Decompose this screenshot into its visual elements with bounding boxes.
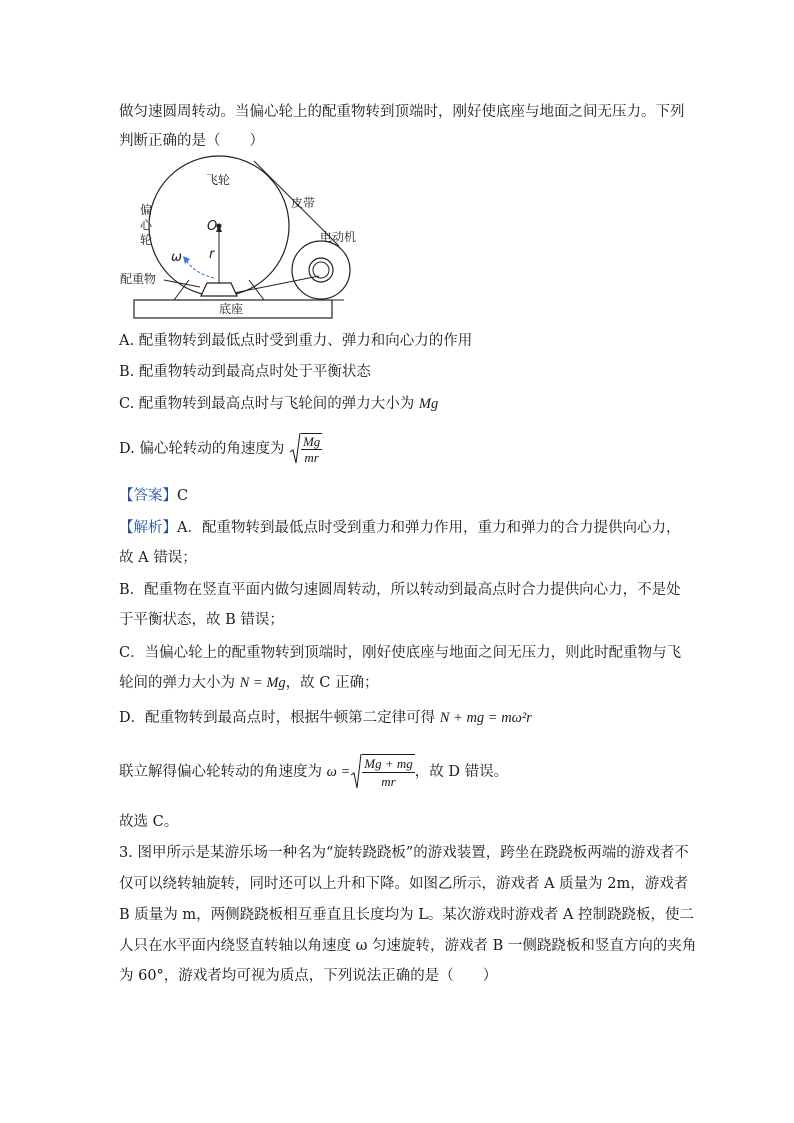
label-base: 底座 — [219, 302, 244, 316]
analysis-label: 【解析】 — [119, 520, 177, 536]
option-a: A. 配重物转到最低点时受到重力、弹力和向心力的作用 — [119, 333, 473, 349]
center-dot — [217, 224, 222, 229]
label-eccentric-3: 轮 — [140, 233, 153, 247]
analysis-c2-math: N = Mg — [239, 675, 286, 691]
omega-arrowhead — [183, 256, 190, 264]
intro-line-2: 判断正确的是（ ） — [119, 133, 264, 149]
analysis-d2-suffix: ，故 D 错误。 — [414, 764, 509, 780]
analysis-d1-math: N + mg = mω²r — [439, 710, 532, 726]
analysis-c2-suffix: ，故 C 正确； — [285, 675, 379, 691]
option-d-sqrt — [289, 432, 322, 466]
sqrt-sign — [289, 432, 301, 466]
label-flywheel: 飞轮 — [206, 173, 231, 187]
analysis-d2-omega: ω = — [326, 764, 351, 780]
analysis-a1-text: A．配重物转到最低点时受到重力和弹力作用，重力和弹力的合力提供向心力， — [177, 520, 681, 536]
label-weight: 配重物 — [120, 272, 157, 286]
analysis-d2-numerator: Mg + mg — [364, 756, 413, 771]
analysis-c2 — [119, 673, 694, 693]
option-d-fraction — [301, 433, 322, 465]
label-belt: 皮带 — [291, 196, 316, 210]
q3-line-4: 人只在水平面内绕竖直转轴以角速度 ω 匀速旋转，游戏者 B 一侧跷跷板和竖直方向的夹角 — [119, 938, 697, 954]
analysis-a2: 故 A 错误； — [119, 550, 197, 566]
sqrt-sign-2 — [350, 753, 362, 791]
label-omega: ω — [171, 250, 182, 265]
analysis-a1 — [119, 518, 694, 538]
option-c-text: C. 配重物转到最高点时与飞轮间的弹力大小为 — [119, 396, 419, 412]
analysis-d2-text: 联立解得偏心轮转动的角速度为 — [119, 764, 327, 780]
analysis-b2: 于平衡状态，故 B 错误； — [119, 612, 284, 628]
option-d-denominator: mr — [304, 450, 319, 465]
option-c — [119, 394, 694, 414]
analysis-d2-sqrt — [350, 752, 415, 792]
analysis-d1 — [119, 708, 694, 728]
answer-label: 【答案】 — [119, 488, 177, 504]
intro-line-1: 做匀速圆周转动。当偏心轮上的配重物转到顶端时，刚好使底座与地面之间无压力。下列 — [119, 104, 685, 120]
option-b: B. 配重物转动到最高点时处于平衡状态 — [119, 364, 371, 380]
option-d-text: D. 偏心轮转动的角速度为 — [119, 441, 289, 457]
label-center: O — [207, 219, 218, 234]
q3-line-3: B 质量为 m，两侧跷跷板相互垂直且长度均为 L。某次游戏时游戏者 A 控制跷跷板，使二 — [119, 907, 695, 923]
analysis-c2-text: 轮间的弹力大小为 — [119, 675, 240, 691]
analysis-c1: C．当偏心轮上的配重物转到顶端时，刚好使底座与地面之间无压力，则此时配重物与飞 — [119, 645, 682, 661]
label-motor: 电动机 — [320, 230, 357, 244]
label-radius: r — [209, 247, 215, 262]
analysis-conclusion: 故选 C。 — [119, 814, 179, 830]
analysis-d2-fraction — [362, 754, 415, 790]
analysis-b1: B．配重物在竖直平面内做匀速圆周转动，所以转动到最高点时合力提供向心力，不是处 — [119, 582, 681, 598]
analysis-d1-text: D．配重物转到最高点时，根据牛顿第二定律可得 — [119, 710, 440, 726]
analysis-d2 — [119, 752, 694, 792]
motor-outer — [292, 241, 350, 299]
q3-line-2: 仅可以绕转轴旋转，同时还可以上升和下降。如图乙所示，游戏者 A 质量为 2m，游戏者 — [119, 876, 689, 892]
omega-arrow — [186, 260, 214, 278]
weight-shape — [201, 283, 237, 296]
option-d — [119, 432, 694, 466]
q3-line-1: 3. 图甲所示是某游乐场一种名为“旋转跷跷板”的游戏装置，跨坐在跷跷板两端的游戏者不 — [119, 845, 689, 861]
answer-line — [119, 486, 694, 506]
flywheel-figure — [120, 155, 374, 325]
analysis-d2-denominator: mr — [381, 774, 396, 789]
label-eccentric-1: 偏 — [140, 203, 153, 217]
motor-inner — [313, 262, 329, 278]
option-d-numerator: Mg — [302, 434, 321, 449]
q3-line-5: 为 60°，游戏者均可视为质点，下列说法正确的是（ ） — [119, 968, 498, 984]
label-eccentric-2: 心 — [140, 218, 153, 232]
option-c-math: Mg — [418, 396, 439, 412]
answer-value: C — [177, 488, 189, 504]
